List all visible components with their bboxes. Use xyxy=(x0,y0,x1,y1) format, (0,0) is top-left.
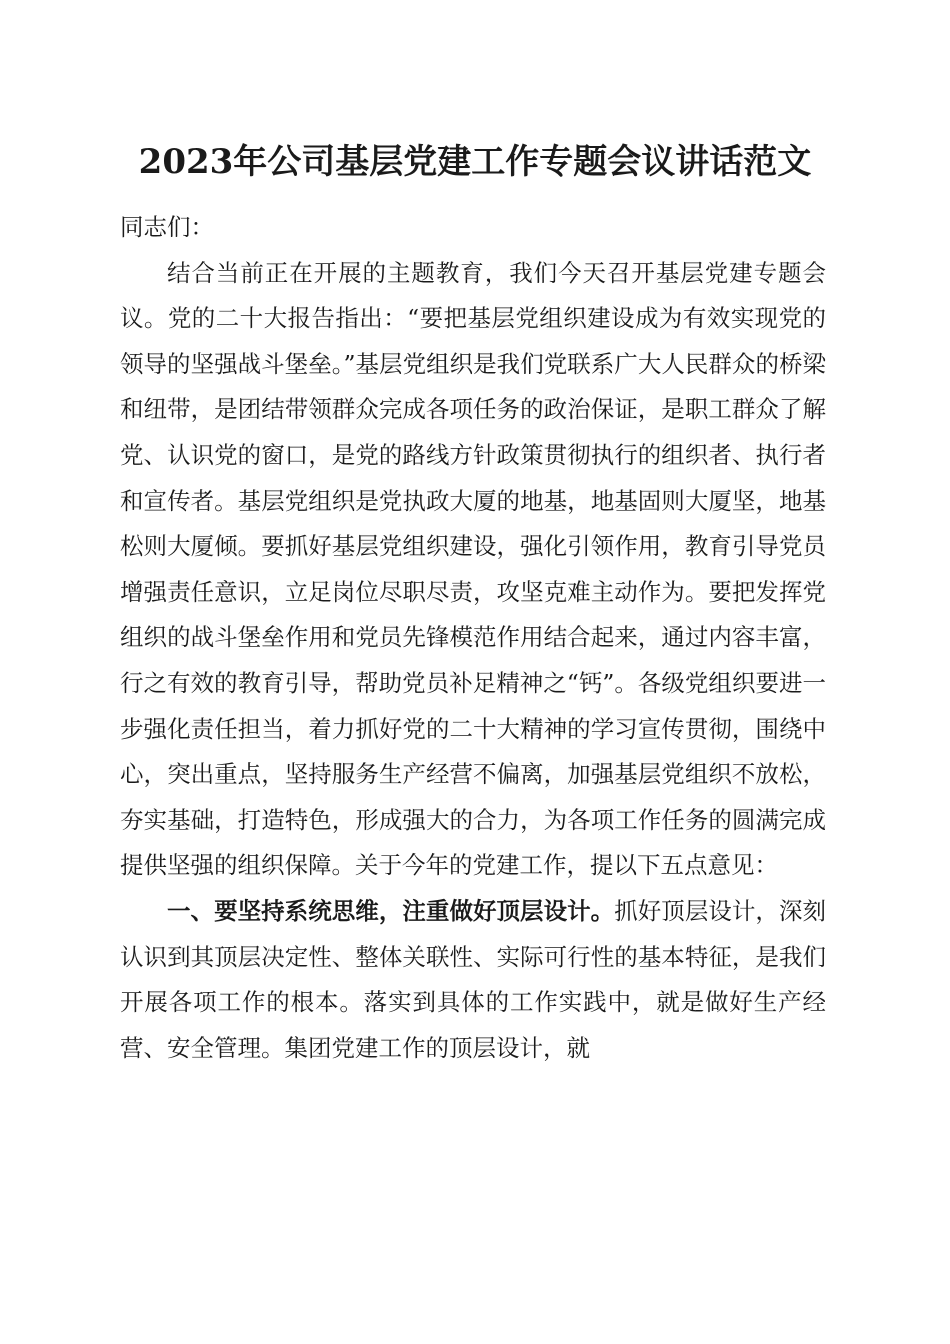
paragraph-intro: 结合当前正在开展的主题教育，我们今天召开基层党建专题会议。党的二十大报告指出：“要把基层党组织建设成为有效实现党的领导的坚强战斗堡垒。”基层党组织是我们党联系广大人民群众的桥梁和纽带，是团结带领群众完成各项任务的政治保证，是职工群众了解党、认识党的窗口，是党的路线方针政策贯彻执行的组织者、执行者和宣传者。基层党组织是党执政大厦的地基，地基固则大厦坚，地基松则大厦倾。要抓好基层党组织建设，强化引领作用，教育引导党员增强责任意识，立足岗位尽职尽责，攻坚克难主动作为。要把发挥党组织的战斗堡垒作用和党员先锋模范作用结合起来，通过内容丰富，行之有效的教育引导，帮助党员补足精神之“钙”。各级党组织要进一步强化责任担当，着力抓好党的二十大精神的学习宣传贯彻，围绕中心，突出重点，坚持服务生产经营不偏离，加强基层党组织不放松，夯实基础，打造特色，形成强大的合力，为各项工作任务的圆满完成提供坚强的组织保障。关于今年的党建工作，提以下五点意见： xyxy=(120,258,826,880)
document-body xyxy=(120,205,826,1071)
section-1-heading: 一、要坚持系统思维，注重做好顶层设计。 xyxy=(167,896,615,925)
salutation: 同志们： xyxy=(120,213,214,241)
document-title: 2023年公司基层党建工作专题会议讲话范文 xyxy=(138,142,812,182)
paragraph-section-1 xyxy=(120,889,826,1071)
section-1-text: 抓好顶层设计，深刻认识到其顶层决定性、整体关联性、实际可行性的基本特征，是我们开展各项工作的根本。落实到具体的工作实践中，就是做好生产经营、安全管理。集团党建工作的顶层设计，就 xyxy=(120,896,826,1062)
